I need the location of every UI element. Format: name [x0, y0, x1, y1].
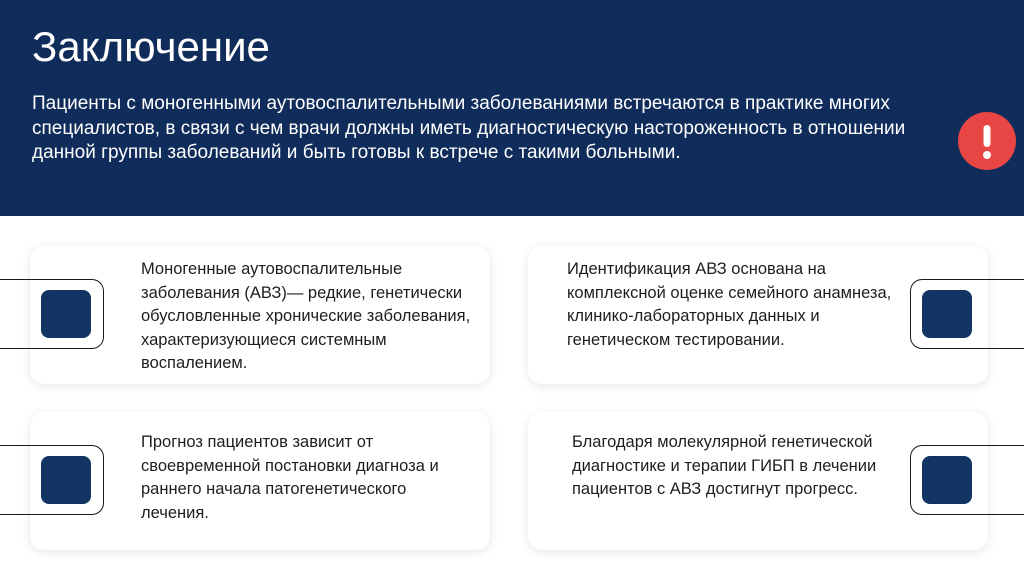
intro-text: Пациенты с моногенными аутовоспалительными заболеваниями встречаются в практике многих специалистов, в связи с чем врачи должны иметь диагностическую настороженность в отношении данной группы заболеваний и быть готовы к встрече с такими больными. — [32, 93, 906, 163]
card-4-square-icon — [922, 456, 972, 504]
card-3-text: Прогноз пациентов зависит от своевременной постановки диагноза и раннего начала патогенетического лечения. — [141, 433, 439, 522]
card-1-square-icon — [41, 290, 91, 338]
card-2-square-icon — [922, 290, 972, 338]
exclamation-icon — [958, 112, 1016, 170]
card-4-text: Благодаря молекулярной генетической диагностике и терапии ГИБП в лечении пациентов с АВЗ достигнут прогресс. — [572, 433, 877, 498]
card-1-text: Моногенные аутовоспалительные заболевания (АВЗ)— редкие, генетически обусловленные хронические заболевания, характеризующиеся системным воспалением. — [141, 260, 471, 372]
card-2-text: Идентификация АВЗ основана на комплексной оценке семейного анамнеза, клинико-лабораторных данных и генетическом тестировании. — [567, 260, 892, 349]
card-3-square-icon — [41, 456, 91, 504]
slide-title: Заключение — [32, 23, 270, 70]
header-banner — [0, 0, 1024, 216]
